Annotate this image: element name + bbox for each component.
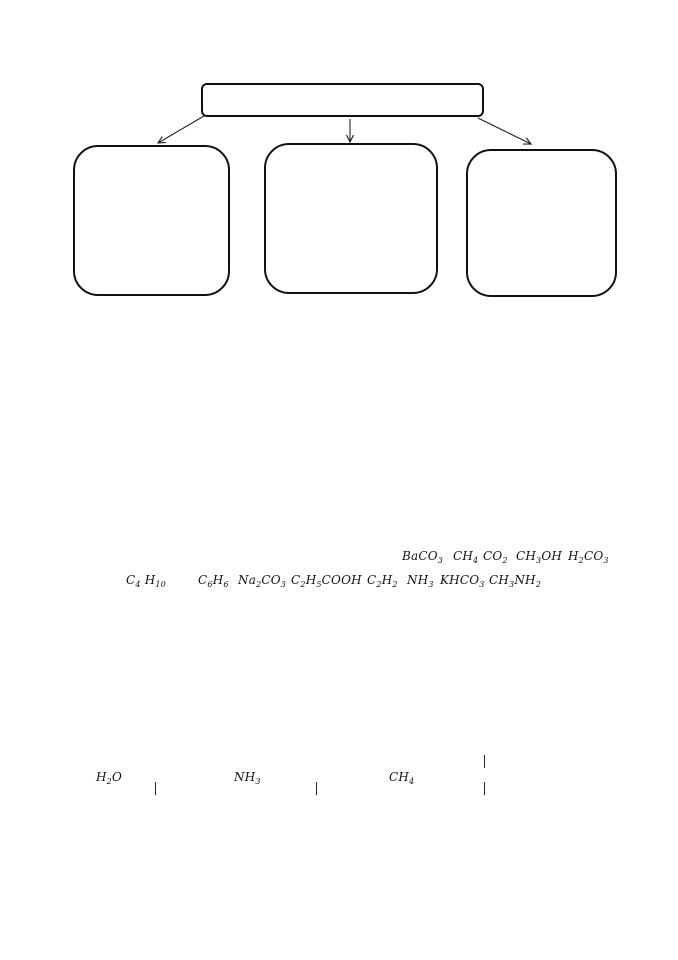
tick-mark: [484, 755, 485, 768]
tick-mark: [316, 782, 317, 795]
formula-ch4-b: $CH_4$: [389, 770, 415, 786]
formula-c4h10: $C_4$ $H_{10}$: [126, 573, 166, 589]
formula-ch3oh: $CH_3OH$: [516, 549, 563, 565]
formula-c2h5cooh: $C_2H_5COOH$: [291, 573, 362, 589]
arrow-left: [158, 116, 204, 143]
formula-h2co3: $H_2CO_3$: [568, 549, 609, 565]
box-middle: [265, 144, 437, 293]
formula-baco3: BaCO$_3$: [402, 549, 444, 565]
header-box: [202, 84, 483, 116]
formula-row-3: [0, 770, 678, 790]
formula-c6h6: $C_6H_6$: [198, 573, 229, 589]
formula-ch3nh2: $CH_3NH_2$: [489, 573, 542, 589]
formula-c2h2: $C_2H_2$: [367, 573, 398, 589]
formula-row-1: [0, 549, 678, 569]
formula-ch4: $CH_4$: [453, 549, 479, 565]
box-right: [467, 150, 616, 296]
formula-nh3-b: $NH_3$: [234, 770, 261, 786]
box-left: [74, 146, 229, 295]
classification-diagram: [0, 0, 678, 320]
formula-khco3: $KHCO_3$: [440, 573, 485, 589]
formula-na2co3: $Na_2CO_3$: [238, 573, 287, 589]
formula-row-2: [0, 573, 678, 593]
arrow-right: [478, 118, 531, 144]
formula-h2o: $H_2O$: [96, 770, 123, 786]
formula-nh3: $NH_3$: [407, 573, 434, 589]
formula-co2: $CO_2$: [483, 549, 508, 565]
tick-mark: [484, 782, 485, 795]
tick-mark: [155, 782, 156, 795]
